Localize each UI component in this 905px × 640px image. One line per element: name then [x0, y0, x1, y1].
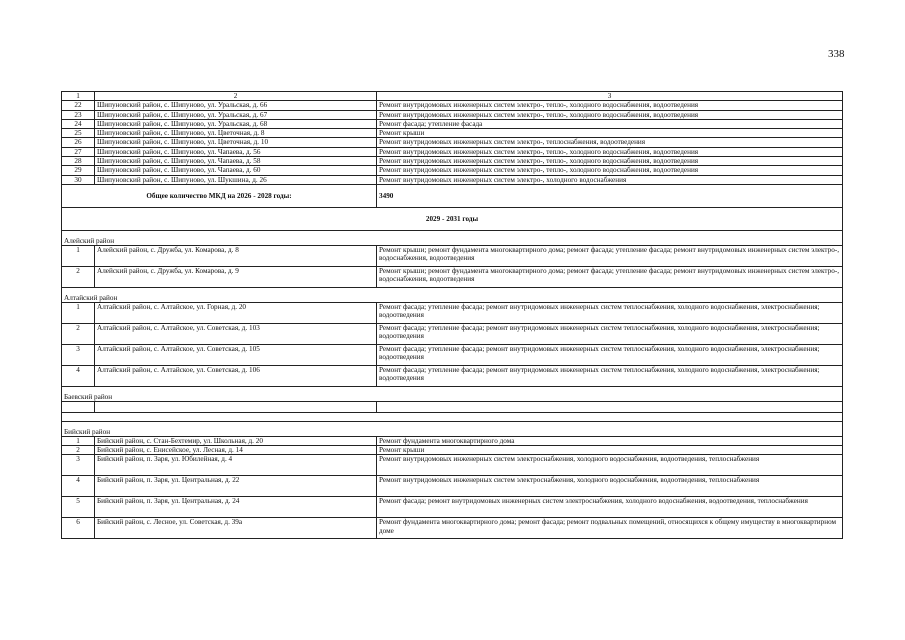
row-number: 2 — [62, 446, 95, 455]
row-address: Алтайский район, с. Алтайское, ул. Советская, д. 106 — [95, 365, 377, 386]
row-address: Алтайский район, с. Алтайское, ул. Советская, д. 105 — [95, 344, 377, 365]
row-address: Шипуновский район, с. Шипуново, ул. Цветочная, д. 8 — [95, 129, 377, 138]
row-number: 4 — [62, 365, 95, 386]
row-address: Шипуновский район, с. Шипуново, ул. Уральская, д. 67 — [95, 110, 377, 119]
row-address: Шипуновский район, с. Шипуново, ул. Шукшина, д. 26 — [95, 175, 377, 184]
total-label: Общее количество МКД на 2026 - 2028 годы: — [146, 191, 292, 200]
row-number: 1 — [62, 302, 95, 323]
region-name: Алтайский район — [62, 287, 843, 302]
header-col-2: 2 — [95, 92, 377, 101]
row-address: Бийский район, п. Заря, ул. Центральная, д. 22 — [95, 476, 377, 497]
row-work: Ремонт внутридомовых инженерных систем электро-, тепло-, холодного водоснабжения, водоотведения — [377, 110, 843, 119]
row-address: Алтайский район, с. Алтайское, ул. Советская, д. 103 — [95, 323, 377, 344]
total-value: 3490 — [377, 184, 843, 207]
row-address: Шипуновский район, с. Шипуново, ул. Цветочная, д. 10 — [95, 138, 377, 147]
row-work: Ремонт внутридомовых инженерных систем электроснабжения, холодного водоснабжения, водоотведения, теплоснабжения — [377, 455, 843, 476]
table-row — [62, 245, 843, 266]
row-work: Ремонт внутридомовых инженерных систем электро-, теплоснабжения, водоотведения — [377, 138, 843, 147]
row-address: Шипуновский район, с. Шипуново, ул. Уральская, д. 68 — [95, 119, 377, 128]
mkd-table — [61, 91, 843, 539]
row-address: Бийский район, п. Заря, ул. Юбилейная, д. 4 — [95, 455, 377, 476]
table-row — [62, 497, 843, 518]
table-row — [62, 344, 843, 365]
row-address: Бийский район, п. Заря, ул. Центральная, д. 24 — [95, 497, 377, 518]
row-work: Ремонт фундамента многоквартирного дома; ремонт фасада; ремонт подвальных помещений, относящихся к общему имуществу в многоквартирном доме — [377, 518, 843, 539]
spacer-row — [62, 412, 843, 421]
row-work: Ремонт внутридомовых инженерных систем электро-, тепло-, холодного водоснабжения, водоотведения — [377, 147, 843, 156]
region-name: Баевский район — [62, 386, 843, 401]
row-address: Бийский район, с. Енисейское, ул. Лесная, д. 14 — [95, 446, 377, 455]
row-address: Шипуновский район, с. Шипуново, ул. Чапаева, д. 58 — [95, 156, 377, 165]
empty-cell — [62, 412, 843, 421]
row-work: Ремонт фасада; утепление фасада — [377, 119, 843, 128]
row-number: 25 — [62, 129, 95, 138]
table-row — [62, 129, 843, 138]
row-number: 6 — [62, 518, 95, 539]
row-work: Ремонт крыши; ремонт фундамента многоквартирного дома; ремонт фасада; утепление фасада; ремонт внутридомовых инженерных систем электро-, водоснабжения, водоотведения — [377, 266, 843, 287]
row-work: Ремонт фасада; утепление фасада; ремонт внутридомовых инженерных систем теплоснабжения, холодного водоснабжения, электроснабжения; водоотведения — [377, 302, 843, 323]
row-work: Ремонт внутридомовых инженерных систем электроснабжения, холодного водоснабжения, водоотведения, теплоснабжения — [377, 476, 843, 497]
row-number: 27 — [62, 147, 95, 156]
row-number: 28 — [62, 156, 95, 165]
row-number: 30 — [62, 175, 95, 184]
region-row — [62, 230, 843, 245]
table-row — [62, 156, 843, 165]
page-number: 338 — [828, 48, 845, 60]
table-row — [62, 365, 843, 386]
header-col-1: 1 — [62, 92, 95, 101]
row-work: Ремонт фасада; утепление фасада; ремонт внутридомовых инженерных систем теплоснабжения, холодного водоснабжения, электроснабжения; водоотведения — [377, 323, 843, 344]
table-row — [62, 476, 843, 497]
row-number: 3 — [62, 455, 95, 476]
table-header-row — [62, 92, 843, 101]
row-work: Ремонт внутридомовых инженерных систем электро-, тепло-, холодного водоснабжения, водоотведения — [377, 101, 843, 110]
table-row — [62, 455, 843, 476]
row-address: Шипуновский район, с. Шипуново, ул. Чапаева, д. 56 — [95, 147, 377, 156]
table-row — [62, 302, 843, 323]
row-address: Алейский район, с. Дружба, ул. Комарова, д. 8 — [95, 245, 377, 266]
table-row — [62, 166, 843, 175]
region-name: Бийский район — [62, 421, 843, 436]
row-number: 1 — [62, 436, 95, 445]
region-row — [62, 287, 843, 302]
row-address: Бийский район, с. Лесное, ул. Советская, д. 39а — [95, 518, 377, 539]
row-address: Бийский район, с. Стан-Бехтемир, ул. Школьная, д. 20 — [95, 436, 377, 445]
table-row — [62, 446, 843, 455]
row-number: 3 — [62, 344, 95, 365]
row-work: Ремонт крыши — [377, 446, 843, 455]
row-number: 2 — [62, 323, 95, 344]
row-work: Ремонт фундамента многоквартирного дома — [377, 436, 843, 445]
empty-row — [62, 401, 843, 412]
table-row — [62, 147, 843, 156]
total-row — [62, 184, 843, 207]
table-row — [62, 436, 843, 445]
header-col-3: 3 — [377, 92, 843, 101]
row-work: Ремонт фасада; ремонт внутридомовых инженерных систем электроснабжения, холодного водоснабжения, водоотведения, теплоснабжения — [377, 497, 843, 518]
empty-cell — [377, 401, 843, 412]
row-work: Ремонт внутридомовых инженерных систем электро-, холодного водоснабжения — [377, 175, 843, 184]
row-work: Ремонт крыши — [377, 129, 843, 138]
table-row — [62, 518, 843, 539]
period-heading: 2029 - 2031 годы — [62, 207, 843, 230]
table-row — [62, 138, 843, 147]
table-row — [62, 101, 843, 110]
region-row — [62, 386, 843, 401]
total-label-cell — [62, 184, 377, 207]
row-number: 22 — [62, 101, 95, 110]
empty-cell — [62, 401, 95, 412]
region-name: Алейский район — [62, 230, 843, 245]
row-number: 24 — [62, 119, 95, 128]
table-row — [62, 266, 843, 287]
row-number: 29 — [62, 166, 95, 175]
row-address: Алейский район, с. Дружба, ул. Комарова, д. 9 — [95, 266, 377, 287]
row-number: 5 — [62, 497, 95, 518]
row-work: Ремонт внутридомовых инженерных систем электро-, тепло-, холодного водоснабжения, водоотведения — [377, 156, 843, 165]
table-row — [62, 110, 843, 119]
region-row — [62, 421, 843, 436]
row-work: Ремонт крыши; ремонт фундамента многоквартирного дома; ремонт фасада; утепление фасада; ремонт внутридомовых инженерных систем электро-, водоснабжения, водоотведения — [377, 245, 843, 266]
period-row — [62, 207, 843, 230]
row-address: Шипуновский район, с. Шипуново, ул. Уральская, д. 66 — [95, 101, 377, 110]
row-number: 2 — [62, 266, 95, 287]
table-row — [62, 323, 843, 344]
row-work: Ремонт внутридомовых инженерных систем электро-, тепло-, холодного водоснабжения, водоотведения — [377, 166, 843, 175]
row-work: Ремонт фасада; утепление фасада; ремонт внутридомовых инженерных систем теплоснабжения, холодного водоснабжения, электроснабжения; водоотведения — [377, 344, 843, 365]
row-address: Алтайский район, с. Алтайское, ул. Горная, д. 20 — [95, 302, 377, 323]
row-work: Ремонт фасада; утепление фасада; ремонт внутридомовых инженерных систем теплоснабжения, холодного водоснабжения, электроснабжения; водоотведения — [377, 365, 843, 386]
row-number: 4 — [62, 476, 95, 497]
row-number: 23 — [62, 110, 95, 119]
table-row — [62, 119, 843, 128]
row-number: 26 — [62, 138, 95, 147]
table-row — [62, 175, 843, 184]
empty-cell — [95, 401, 377, 412]
row-address: Шипуновский район, с. Шипуново, ул. Чапаева, д. 60 — [95, 166, 377, 175]
row-number: 1 — [62, 245, 95, 266]
